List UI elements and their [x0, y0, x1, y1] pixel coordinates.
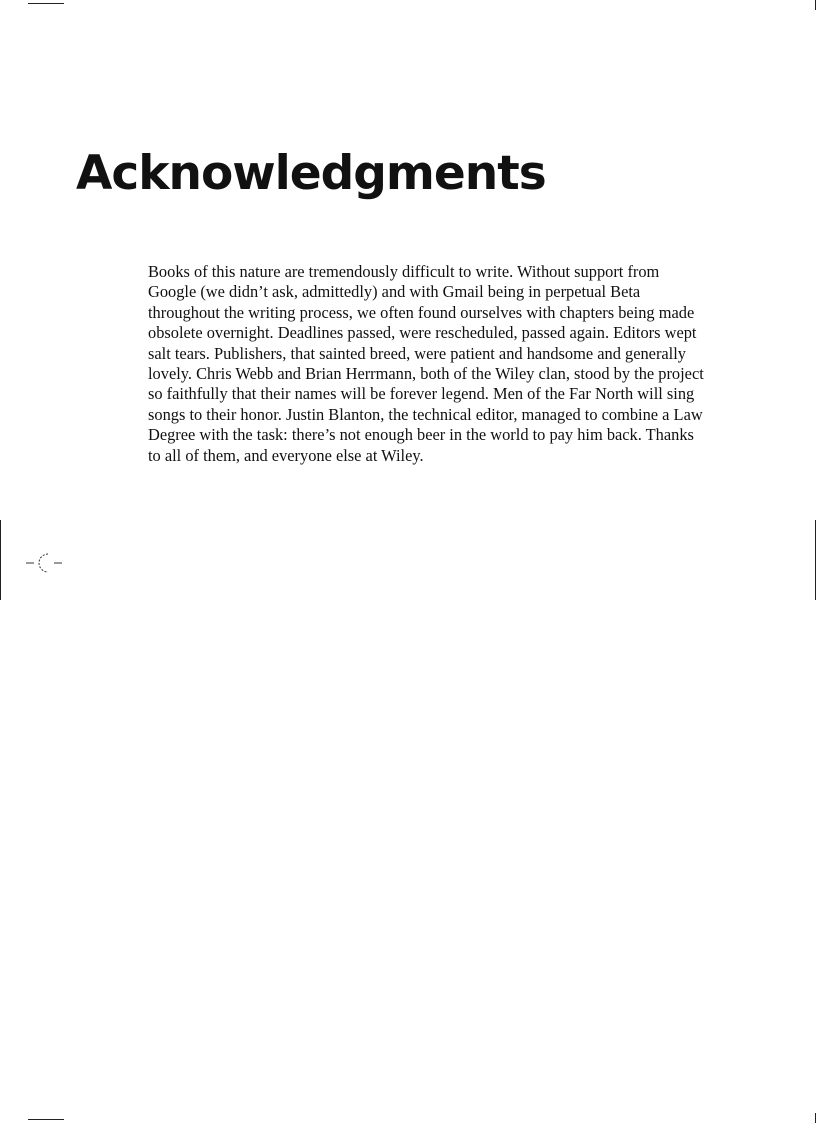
crop-mark-bottom-left [28, 1119, 64, 1120]
registration-mark-icon [26, 551, 66, 575]
crop-mark-left [0, 520, 1, 600]
page-title: Acknowledgments [76, 146, 546, 201]
acknowledgments-paragraph: Books of this nature are tremendously difficult to write. Without support from Google (we didn’t ask, admittedly) and with Gmail being in perpetual Beta throughout the writing process, we often found ourselves with chapters being made obsolete overnight. Deadlines passed, were rescheduled, passed again. Editors wept salt tears. Publishers, that sainted breed, were patient and handsome and generally lovely. Chris Webb and Brian Herrmann, both of the Wiley clan, stood by the project so faithfully that their names will be forever legend. Men of the Far North will sing songs to their honor. Justin Blanton, the technical editor, managed to combine a Law Degree with the task: there’s not enough beer in the world to pay him back. Thanks to all of them, and everyone else at Wiley. [148, 262, 704, 465]
crop-mark-top-left [28, 3, 64, 4]
